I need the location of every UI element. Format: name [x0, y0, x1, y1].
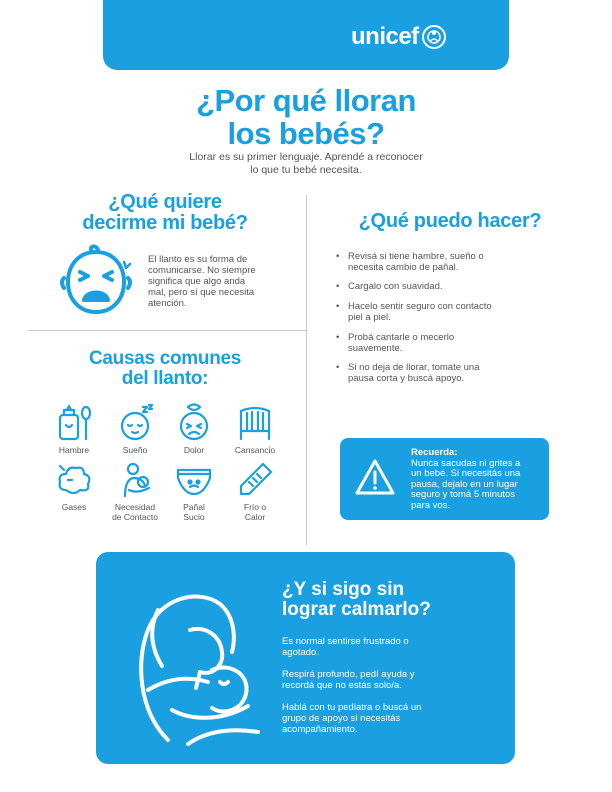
cause-label-line: Necesidad — [114, 502, 156, 512]
recuerda-box — [340, 438, 549, 520]
cause-label-line: Hambre — [58, 445, 90, 455]
bullet-item: • Cargalo con suavidad. — [348, 281, 548, 292]
bullet-line: Probá cantarle o mecerlo — [348, 332, 455, 343]
unicef-logo — [351, 22, 447, 52]
cause-label-line: Dolor — [183, 445, 205, 455]
cause-label — [162, 502, 226, 522]
recuerda-line: pausa, dejalo en un lugar — [411, 478, 518, 490]
title-line-2: los bebés? — [227, 116, 385, 151]
bullet-line: necesita cambio de pañal. — [348, 262, 459, 273]
left-text-line: El llanto es su forma de — [148, 254, 248, 265]
left-text-line: significa que algo anda — [148, 276, 246, 287]
right-heading: ¿Qué puedo hacer? — [358, 210, 542, 232]
subtitle-line-1: Llorar es su primer lenguaje. Aprendé a reconocer — [189, 151, 423, 163]
bottom-paragraph — [282, 669, 482, 691]
recuerda-line: Nunca sacudas ni grites a — [411, 457, 521, 469]
cause-label-line: Pañal — [183, 502, 205, 512]
bullet-line: piel a piel. — [348, 312, 391, 323]
recuerda-line: un bebé. Si necesitás una — [411, 468, 521, 480]
horizontal-divider — [28, 330, 306, 331]
bottom-paragraph — [282, 702, 482, 735]
bottom-line: Hablá con tu pediatra o buscá un — [282, 702, 422, 713]
cause-label — [223, 502, 287, 522]
recuerda-line: seguro y tomá 5 minutos — [411, 489, 516, 501]
bullet-line: pausa corta y buscá apoyo. — [348, 373, 465, 384]
bottom-panel — [96, 552, 515, 764]
bullet-item: • Si no deja de llorar, tomate una pausa corta y buscá apoyo. — [348, 362, 548, 384]
subtitle-line-2: lo que tu bebé necesita. — [250, 164, 362, 176]
crying-baby-icon — [58, 242, 134, 318]
header-banner — [103, 0, 509, 70]
vertical-divider — [306, 195, 307, 545]
thermometer-icon — [235, 460, 275, 500]
left-heading-line-2: decirme mi bebé? — [82, 212, 248, 234]
mother-holding-baby-icon — [108, 570, 278, 750]
pain-baby-icon — [174, 403, 214, 443]
bottom-line: grupo de apoyo si necesitás — [282, 713, 401, 724]
cause-label-line: Frío o — [243, 502, 267, 512]
left-text-line: mal, pero sí que necesita — [148, 287, 255, 298]
bottom-line: Respirá profundo, pedí ayuda y — [282, 669, 415, 680]
bullet-item: • Probá cantarle o mecerlo suavemente. — [348, 332, 548, 354]
holding-baby-icon — [117, 460, 157, 500]
page-title — [100, 84, 512, 150]
bullet-line: suavemente. — [348, 343, 403, 354]
cause-label — [162, 445, 226, 455]
cause-label — [42, 502, 106, 512]
bullet-item: • Hacelo sentir seguro con contacto piel a piel. — [348, 301, 548, 323]
bullet-line: Si no deja de llorar, tomate una — [348, 362, 480, 373]
left-heading-line-1: ¿Qué quiere — [108, 191, 222, 213]
cause-label-line: Gases — [61, 502, 87, 512]
bottom-line: acompañamiento. — [282, 724, 358, 735]
crib-icon — [235, 403, 275, 443]
left-heading — [40, 192, 290, 234]
gas-cloud-icon — [54, 460, 94, 500]
bottom-heading-line-1: ¿Y si sigo sin — [282, 579, 405, 600]
page-subtitle — [150, 151, 462, 177]
causes-heading — [40, 349, 290, 389]
recuerda-text — [411, 448, 546, 512]
bullet-line: Revisá si tiene hambre, sueño o — [348, 251, 484, 262]
logo-text: unicef — [351, 23, 419, 50]
left-text — [148, 254, 298, 309]
cause-label — [42, 445, 106, 455]
title-line-1: ¿Por qué lloran — [196, 83, 416, 118]
left-text-line: comunicarse. No siempre — [148, 265, 256, 276]
causes-heading-line-1: Causas comunes — [88, 348, 242, 369]
causes-heading-line-2: del llanto: — [121, 368, 209, 389]
cause-label-line: de Contacto — [112, 512, 158, 522]
left-text-line: atención. — [148, 298, 187, 309]
cause-label-line: Sueño — [122, 445, 148, 455]
recuerda-line: para vos. — [411, 499, 451, 511]
bullet-line: Cargalo con suavidad. — [348, 281, 443, 292]
cause-label-line: Cansancio — [234, 445, 276, 455]
warning-icon — [353, 457, 397, 497]
baby-bottle-icon — [54, 403, 94, 443]
diaper-icon — [174, 460, 214, 500]
cause-label — [223, 445, 287, 455]
bottom-line: recordá que no estás solo/a. — [282, 680, 402, 691]
bullet-line: Hacelo sentir seguro con contacto — [348, 301, 492, 312]
cause-label — [103, 445, 167, 455]
cause-label-line: Sucio — [183, 512, 205, 522]
cause-label — [103, 502, 167, 522]
cause-label-line: Calor — [244, 512, 266, 522]
bottom-line: agotado. — [282, 647, 319, 658]
bottom-heading-line-2: lograr calmarlo? — [282, 599, 431, 620]
bottom-line: Es normal sentirse frustrado o — [282, 636, 409, 647]
bottom-heading — [282, 580, 431, 620]
bottom-paragraph — [282, 636, 482, 658]
sleeping-baby-icon — [117, 403, 157, 443]
recuerda-title: Recuerda: — [411, 447, 458, 458]
unicef-emblem-icon — [421, 24, 447, 50]
bullet-item: • Revisá si tiene hambre, sueño o necesita cambio de pañal. — [348, 251, 548, 273]
bottom-text — [282, 636, 482, 735]
